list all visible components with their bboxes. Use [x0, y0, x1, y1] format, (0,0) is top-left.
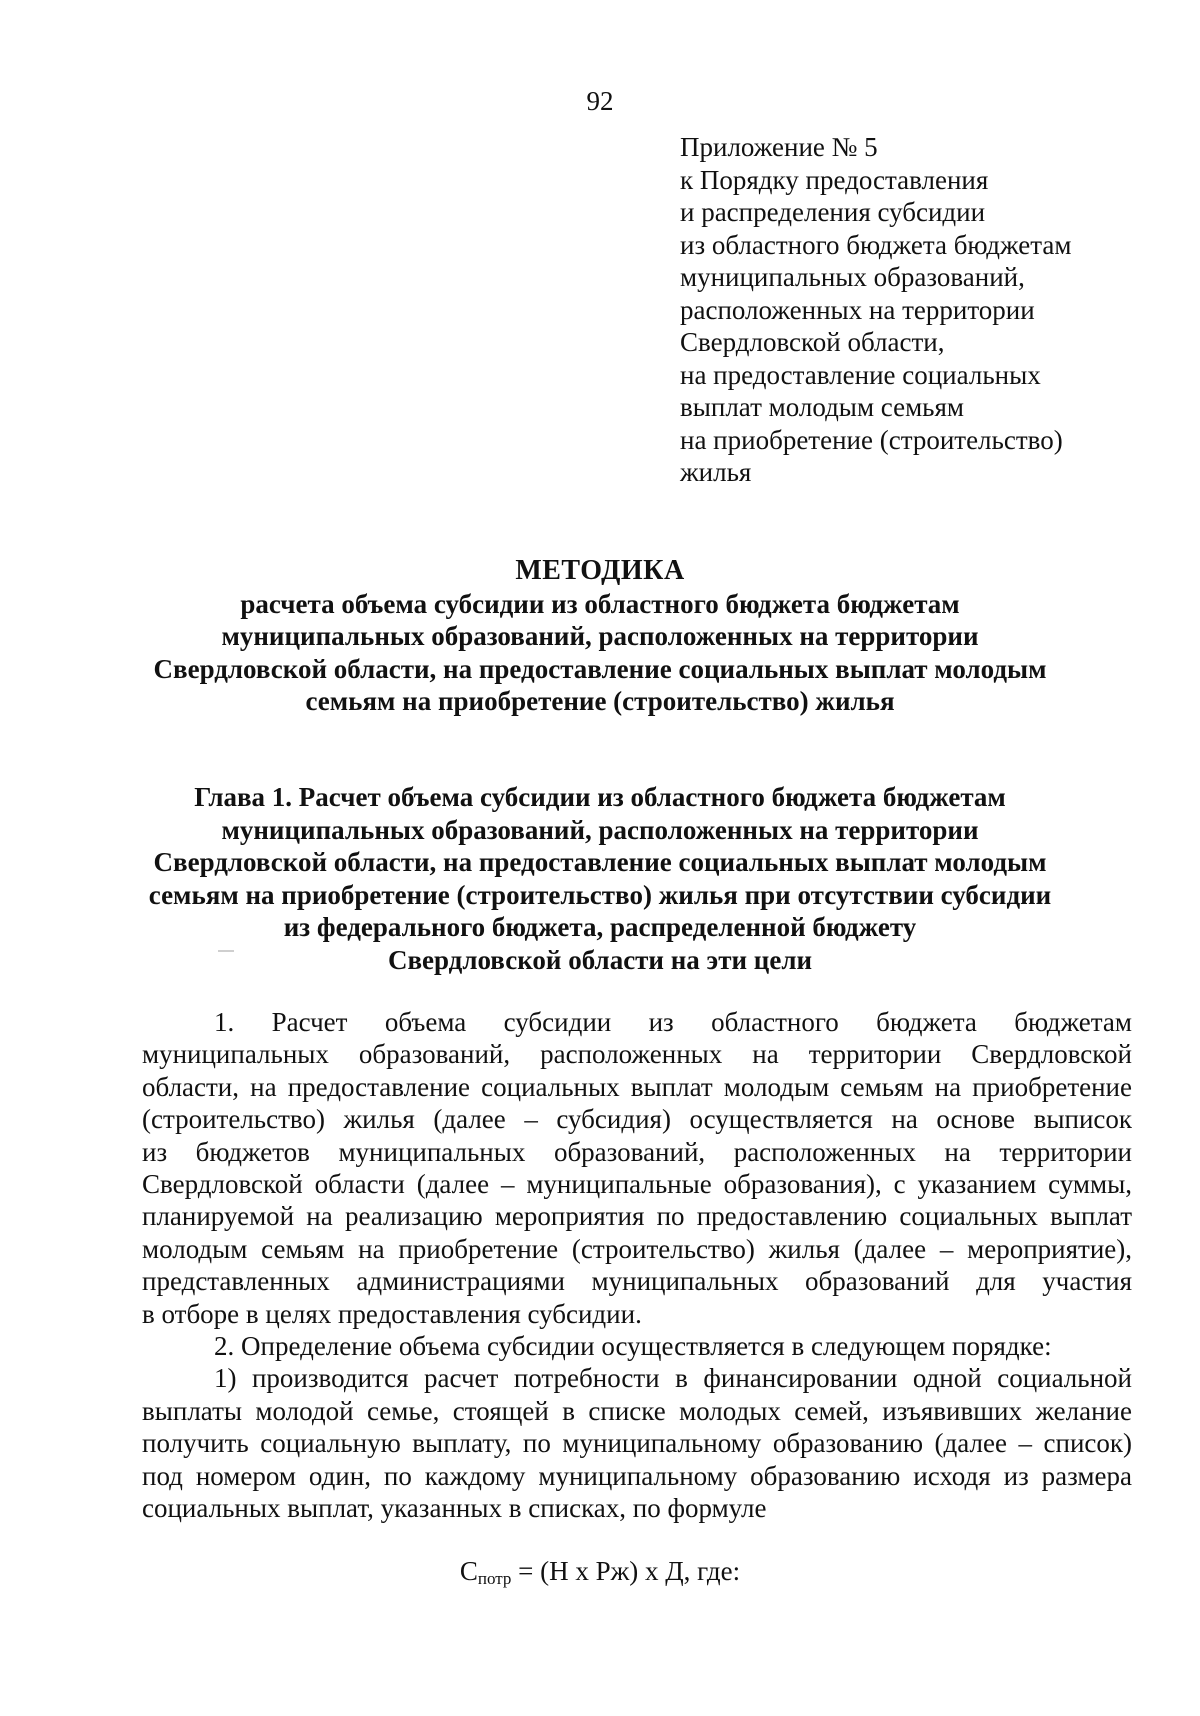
chapter-heading-line: муниципальных образований, расположенных на территории [221, 814, 979, 845]
paragraph-line: молодым семьям на приобретение (строительство) жилья (далее – мероприятие), [142, 1233, 1132, 1264]
paragraph-line: 1) производится расчет потребности в финансировании одной социальной [214, 1363, 1132, 1394]
chapter-heading-line: Свердловской области на эти цели [387, 944, 813, 975]
paragraph-line: планируемой на реализацию мероприятия по предоставлению социальных выплат [142, 1201, 1132, 1232]
formula [0, 1554, 1200, 1596]
appendix-line: выплат молодым семьям [680, 392, 964, 422]
paragraph-3 [142, 1362, 1132, 1524]
body-text [142, 1006, 1132, 1525]
paragraph-line: получить социальную выплату, по муниципальному образованию (далее – список) [142, 1428, 1132, 1459]
document-subtitle-line: семьям на приобретение (строительство) жилья [305, 686, 895, 716]
appendix-reference [680, 131, 1150, 489]
appendix-line: на приобретение (строительство) [680, 424, 1063, 455]
paragraph-line: в отборе в целях предоставления субсидии. [142, 1298, 642, 1329]
document-subtitle-line: Свердловской области, на предоставление социальных выплат молодым [153, 653, 1047, 684]
appendix-line: к Порядку предоставления [680, 164, 989, 195]
paragraph-line: муниципальных образований, расположенных на территории Свердловской [142, 1039, 1132, 1070]
document-subtitle-line: расчета объема субсидии из областного бюджета бюджетам [240, 588, 960, 619]
page-number: 92 [586, 86, 614, 116]
paragraph-line: представленных администрациями муниципальных образований для участия [142, 1266, 1132, 1297]
paragraph-line: из бюджетов муниципальных образований, расположенных на территории [142, 1136, 1132, 1167]
appendix-line: и распределения субсидии [680, 197, 986, 227]
paragraph-line: под номером один, по каждому муниципальному образованию исходя из размера [142, 1460, 1132, 1491]
chapter-heading-line: семьям на приобретение (строительство) жилья при отсутствии субсидии [148, 879, 1052, 910]
methodology-title-block [140, 555, 1060, 718]
appendix-line: из областного бюджета бюджетам [680, 229, 1072, 260]
paragraph-line: выплаты молодой семье, стоящей в списке молодых семей, изъявивших желание [142, 1395, 1132, 1426]
appendix-line: жилья [680, 457, 752, 487]
scan-mark [218, 950, 234, 952]
appendix-line: Приложение № 5 [680, 132, 878, 162]
appendix-line: на предоставление социальных [680, 359, 1041, 390]
formula-subscript: потр [477, 1569, 512, 1588]
paragraph-line: Свердловской области (далее – муниципальные образования), с указанием суммы, [142, 1169, 1132, 1200]
paragraph-line: 2. Определение объема субсидии осуществляется в следующем порядке: [214, 1331, 1052, 1362]
paragraph-2 [142, 1330, 1132, 1362]
chapter-heading-line: Глава 1. Расчет объема субсидии из областного бюджета бюджетам [194, 782, 1006, 812]
document-subtitle-line: муниципальных образований, расположенных на территории [221, 621, 979, 651]
formula-symbol: С [459, 1556, 478, 1586]
appendix-line: Свердловской области, [680, 327, 945, 357]
chapter-heading [140, 781, 1060, 976]
paragraph-line: социальных выплат, указанных в списках, по формуле [142, 1493, 767, 1524]
appendix-line: муниципальных образований, [680, 262, 1025, 292]
appendix-line: расположенных на территории [680, 294, 1035, 325]
document-title: МЕТОДИКА [515, 555, 685, 586]
paragraph-line: (строительство) жилья (далее – субсидия) осуществляется на основе выписок [142, 1104, 1132, 1135]
paragraph-1 [142, 1006, 1132, 1330]
paragraph-line: области, на предоставление социальных выплат молодым семьям на приобретение [142, 1071, 1132, 1102]
chapter-heading-line: Свердловской области, на предоставление социальных выплат молодым [153, 847, 1047, 877]
paragraph-line: 1. Расчет объема субсидии из областного бюджета бюджетам [214, 1007, 1132, 1037]
formula-expression: = (Н х Рж) х Д, где: [511, 1556, 741, 1586]
chapter-heading-line: из федерального бюджета, распределенной бюджету [283, 912, 917, 942]
